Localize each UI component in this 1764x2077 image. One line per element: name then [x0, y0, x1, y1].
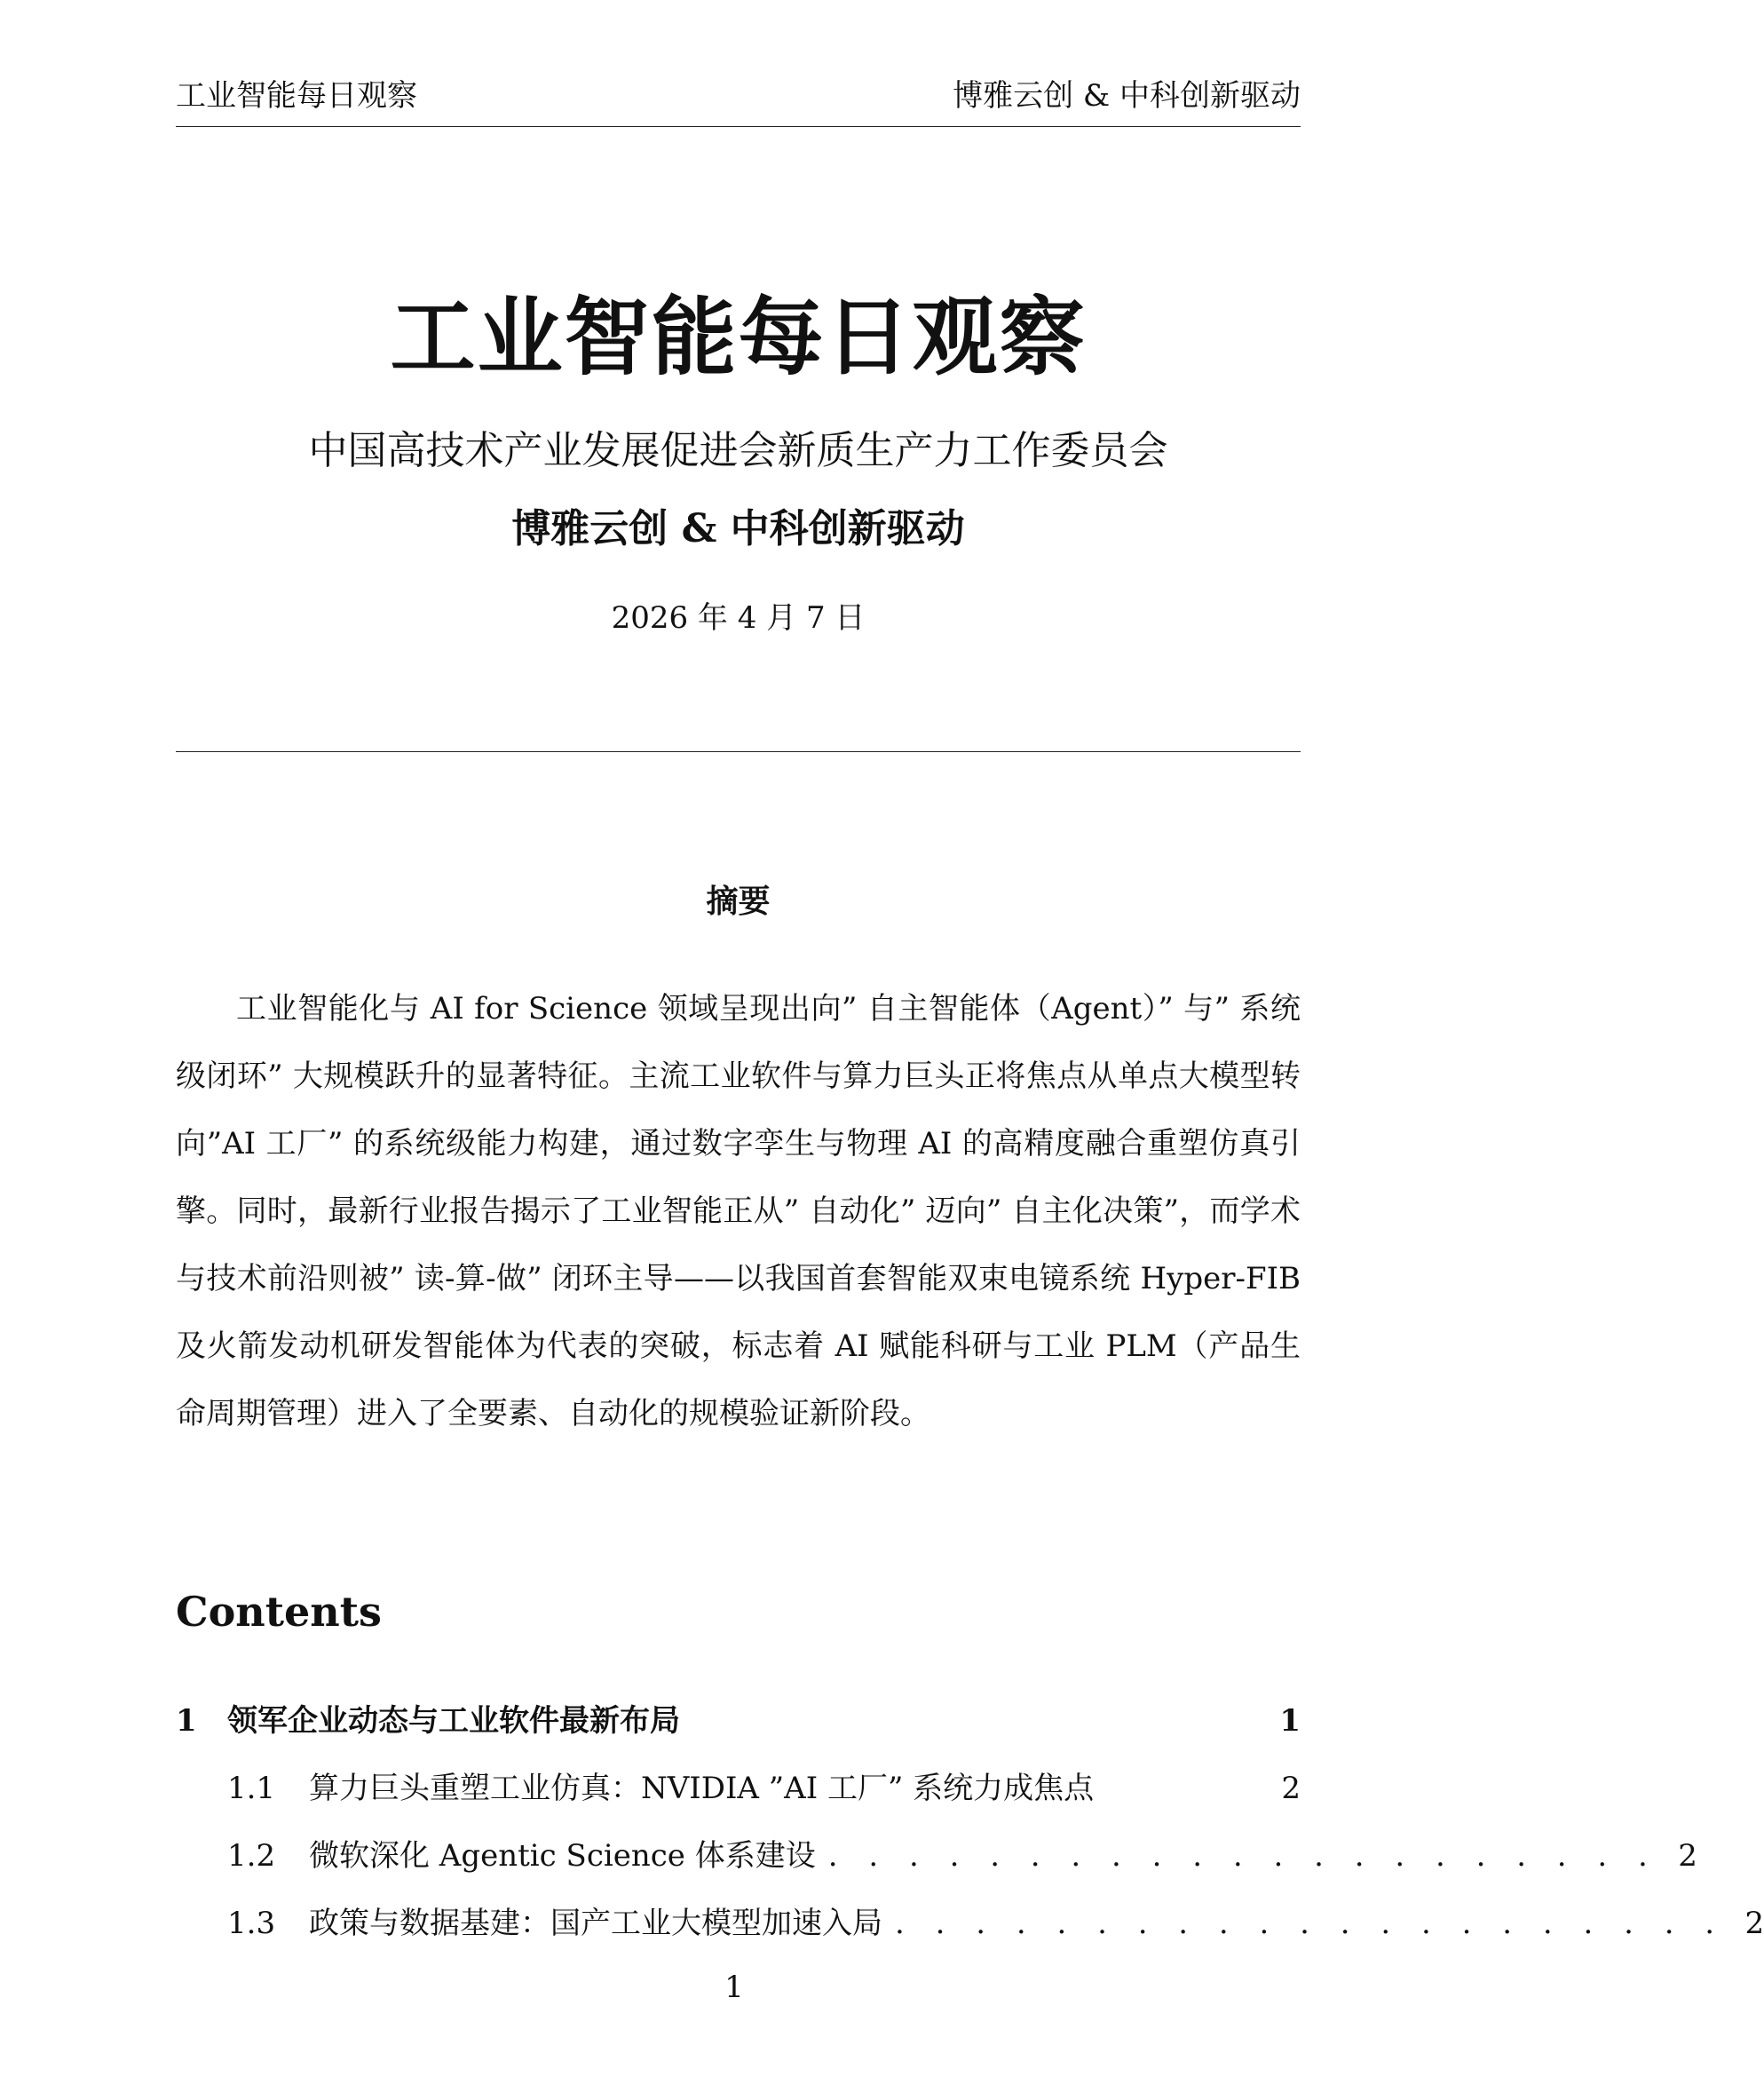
publication-date: 2026 年 4 月 7 日 — [611, 600, 866, 636]
toc-entry-number: 1.3 — [227, 1906, 276, 1941]
page-number: 1 — [724, 1970, 744, 2005]
table-of-contents — [176, 1687, 1764, 1957]
toc-entry[interactable] — [176, 1890, 1764, 1957]
abstract-body: 工业智能化与 AI for Science 领域呈现出向” 自主智能体（Agent）” 与” 系统级闭环” 大规模跃升的显著特征。主流工业软件与算力巨头正将焦点从单点大模型转向”AI 工厂” 的系统级能力构建，通过数字孪生与物理 AI 的高精度融合重塑仿真引擎。同时，最新行业报告揭示了工业智能正从” 自动化” 迈向” 自主化决策”，而学术与技术前沿则被” 读-算-做” 闭环主导——以我国首套智能双束电镜系统 Hyper-FIB 及火箭发动机研发智能体为代表的突破，标志着 AI 赋能科研与工业 PLM（产品生命周期管理）进入了全要素、自动化的规模验证新阶段。 — [176, 991, 1301, 1431]
title-divider — [176, 751, 1301, 752]
header-right-text: 博雅云创 & 中科创新驱动 — [953, 78, 1301, 114]
running-header — [176, 78, 1301, 127]
toc-entry[interactable] — [176, 1822, 1697, 1890]
toc-entry-number: 1.1 — [227, 1771, 276, 1806]
header-left-text: 工业智能每日观察 — [176, 78, 417, 114]
toc-entry-page: 2 — [1281, 1771, 1301, 1806]
company-name: 博雅云创 & 中科创新驱动 — [511, 506, 965, 551]
toc-entry-leader: . . . . . . . . . . . . . . . . . . . . . — [827, 1838, 1658, 1874]
toc-entry-page: 2 — [1744, 1906, 1764, 1941]
abstract-heading: 摘要 — [706, 883, 771, 920]
toc-entry-title: 微软深化 Agentic Science 体系建设 — [309, 1838, 816, 1874]
document-title: 工业智能每日观察 — [390, 287, 1087, 387]
toc-entry-page: 2 — [1678, 1838, 1697, 1874]
contents-heading: Contents — [176, 1588, 382, 1636]
toc-entry-number: 1 — [176, 1703, 197, 1739]
toc-entry-title: 政策与数据基建：国产工业大模型加速入局 — [309, 1906, 882, 1941]
toc-entry-title: 领军企业动态与工业软件最新布局 — [227, 1703, 680, 1739]
title-block — [176, 284, 1301, 638]
toc-entry-page: 1 — [1279, 1703, 1301, 1739]
toc-entry-title: 算力巨头重塑工业仿真：NVIDIA ”AI 工厂” 系统力成焦点 — [309, 1771, 1095, 1806]
organization-name: 中国高技术产业发展促进会新质生产力工作委员会 — [308, 428, 1168, 473]
toc-entry-leader: . . . . . . . . . . . . . . . . . . . . . — [895, 1906, 1726, 1941]
toc-entry[interactable] — [176, 1687, 1301, 1755]
toc-entry[interactable] — [176, 1755, 1301, 1822]
toc-entry-number: 1.2 — [227, 1838, 276, 1874]
